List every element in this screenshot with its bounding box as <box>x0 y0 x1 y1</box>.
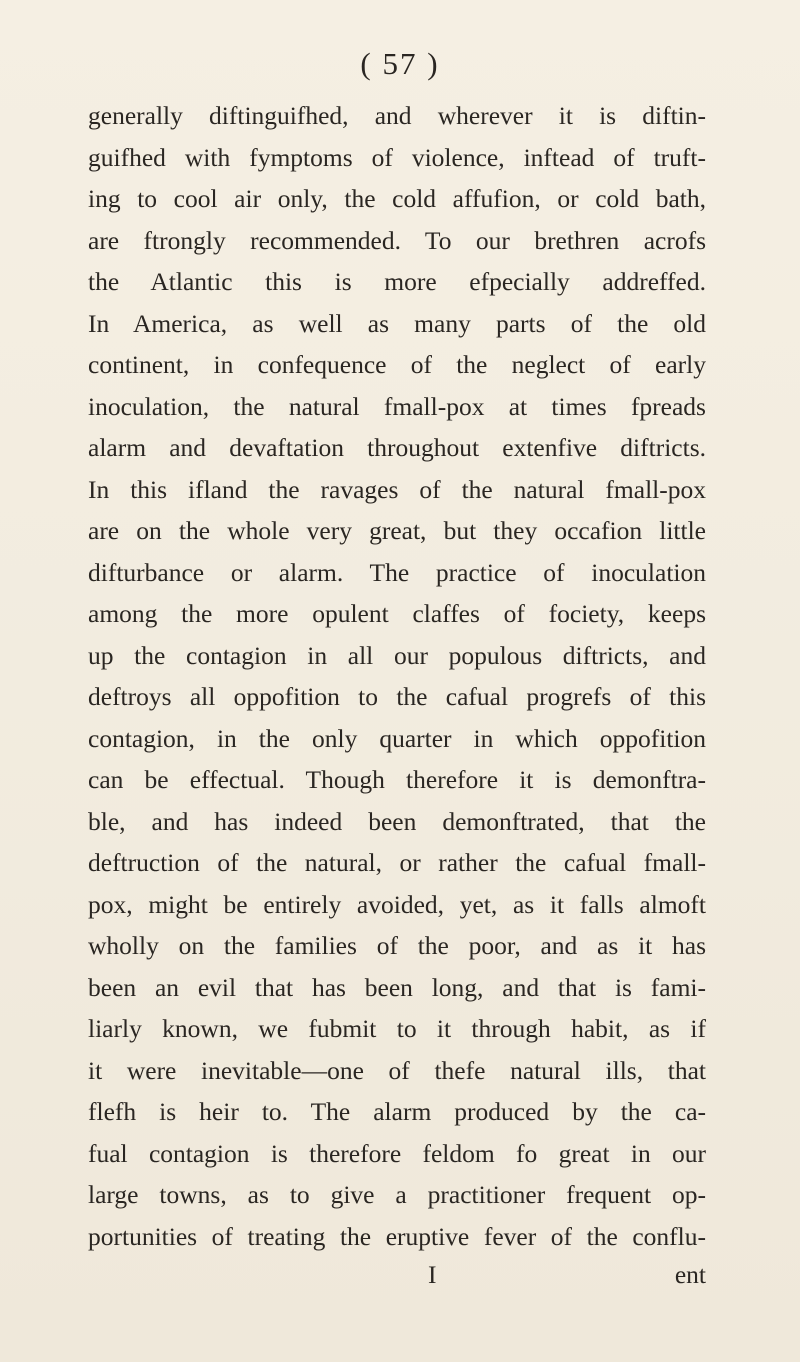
text-line: In this ifland the ravages of the natural fmall-pox <box>88 474 706 504</box>
text-line: deftruction of the natural, or rather the cafual fmall- <box>88 848 706 877</box>
footer-line <box>88 1254 706 1296</box>
text-line: ble, and has indeed been demonftrated, that the <box>88 806 706 836</box>
text-line: alarm and devaftation throughout extenfive diftricts. <box>88 433 706 462</box>
text-line: deftroys all oppofition to the cafual progrefs of this <box>88 682 706 711</box>
page-number: ( 57 ) <box>360 46 440 81</box>
text-line: are on the whole very great, but they occafion little <box>88 516 706 545</box>
catchword: ent <box>674 1260 706 1289</box>
body-text <box>88 95 706 1257</box>
text-line: guifhed with fymptoms of violence, inftead of truft- <box>88 142 706 172</box>
text-line: contagion, in the only quarter in which oppofition <box>88 723 706 753</box>
text-line: are ftrongly recommended. To our brethren acrofs <box>88 225 706 255</box>
text-line: wholly on the families of the poor, and as it has <box>88 931 706 960</box>
text-line: generally diftinguifhed, and wherever it is diftin- <box>88 101 706 130</box>
text-line: among the more opulent claffes of fociety, keeps <box>88 599 706 628</box>
text-line: large towns, as to give a practitioner frequent op- <box>88 1180 706 1209</box>
text-line: it were inevitable—one of thefe natural ills, that <box>88 1055 706 1085</box>
text-line: liarly known, we fubmit to it through habit, as if <box>88 1014 706 1043</box>
signature-mark: I <box>428 1260 437 1289</box>
text-line: ing to cool air only, the cold affufion, or cold bath, <box>88 184 706 213</box>
text-line: inoculation, the natural fmall-pox at times fpreads <box>88 391 706 421</box>
text-line: been an evil that has been long, and that is fami- <box>88 972 706 1002</box>
text-line: pox, might be entirely avoided, yet, as it falls almoft <box>88 889 706 919</box>
text-line: fual contagion is therefore feldom fo great in our <box>88 1138 706 1168</box>
text-line: continent, in confequence of the neglect of early <box>88 350 706 379</box>
text-line: flefh is heir to. The alarm produced by the ca- <box>88 1097 706 1126</box>
text-line: In America, as well as many parts of the old <box>88 308 706 338</box>
text-line: portunities of treating the eruptive fever of the conflu- <box>88 1221 706 1251</box>
text-line: difturbance or alarm. The practice of inoculation <box>88 557 706 587</box>
text-line: can be effectual. Though therefore it is demonftra- <box>88 765 706 794</box>
text-line: the Atlantic this is more efpecially addreffed. <box>88 267 706 296</box>
text-line: up the contagion in all our populous diftricts, and <box>88 640 706 670</box>
